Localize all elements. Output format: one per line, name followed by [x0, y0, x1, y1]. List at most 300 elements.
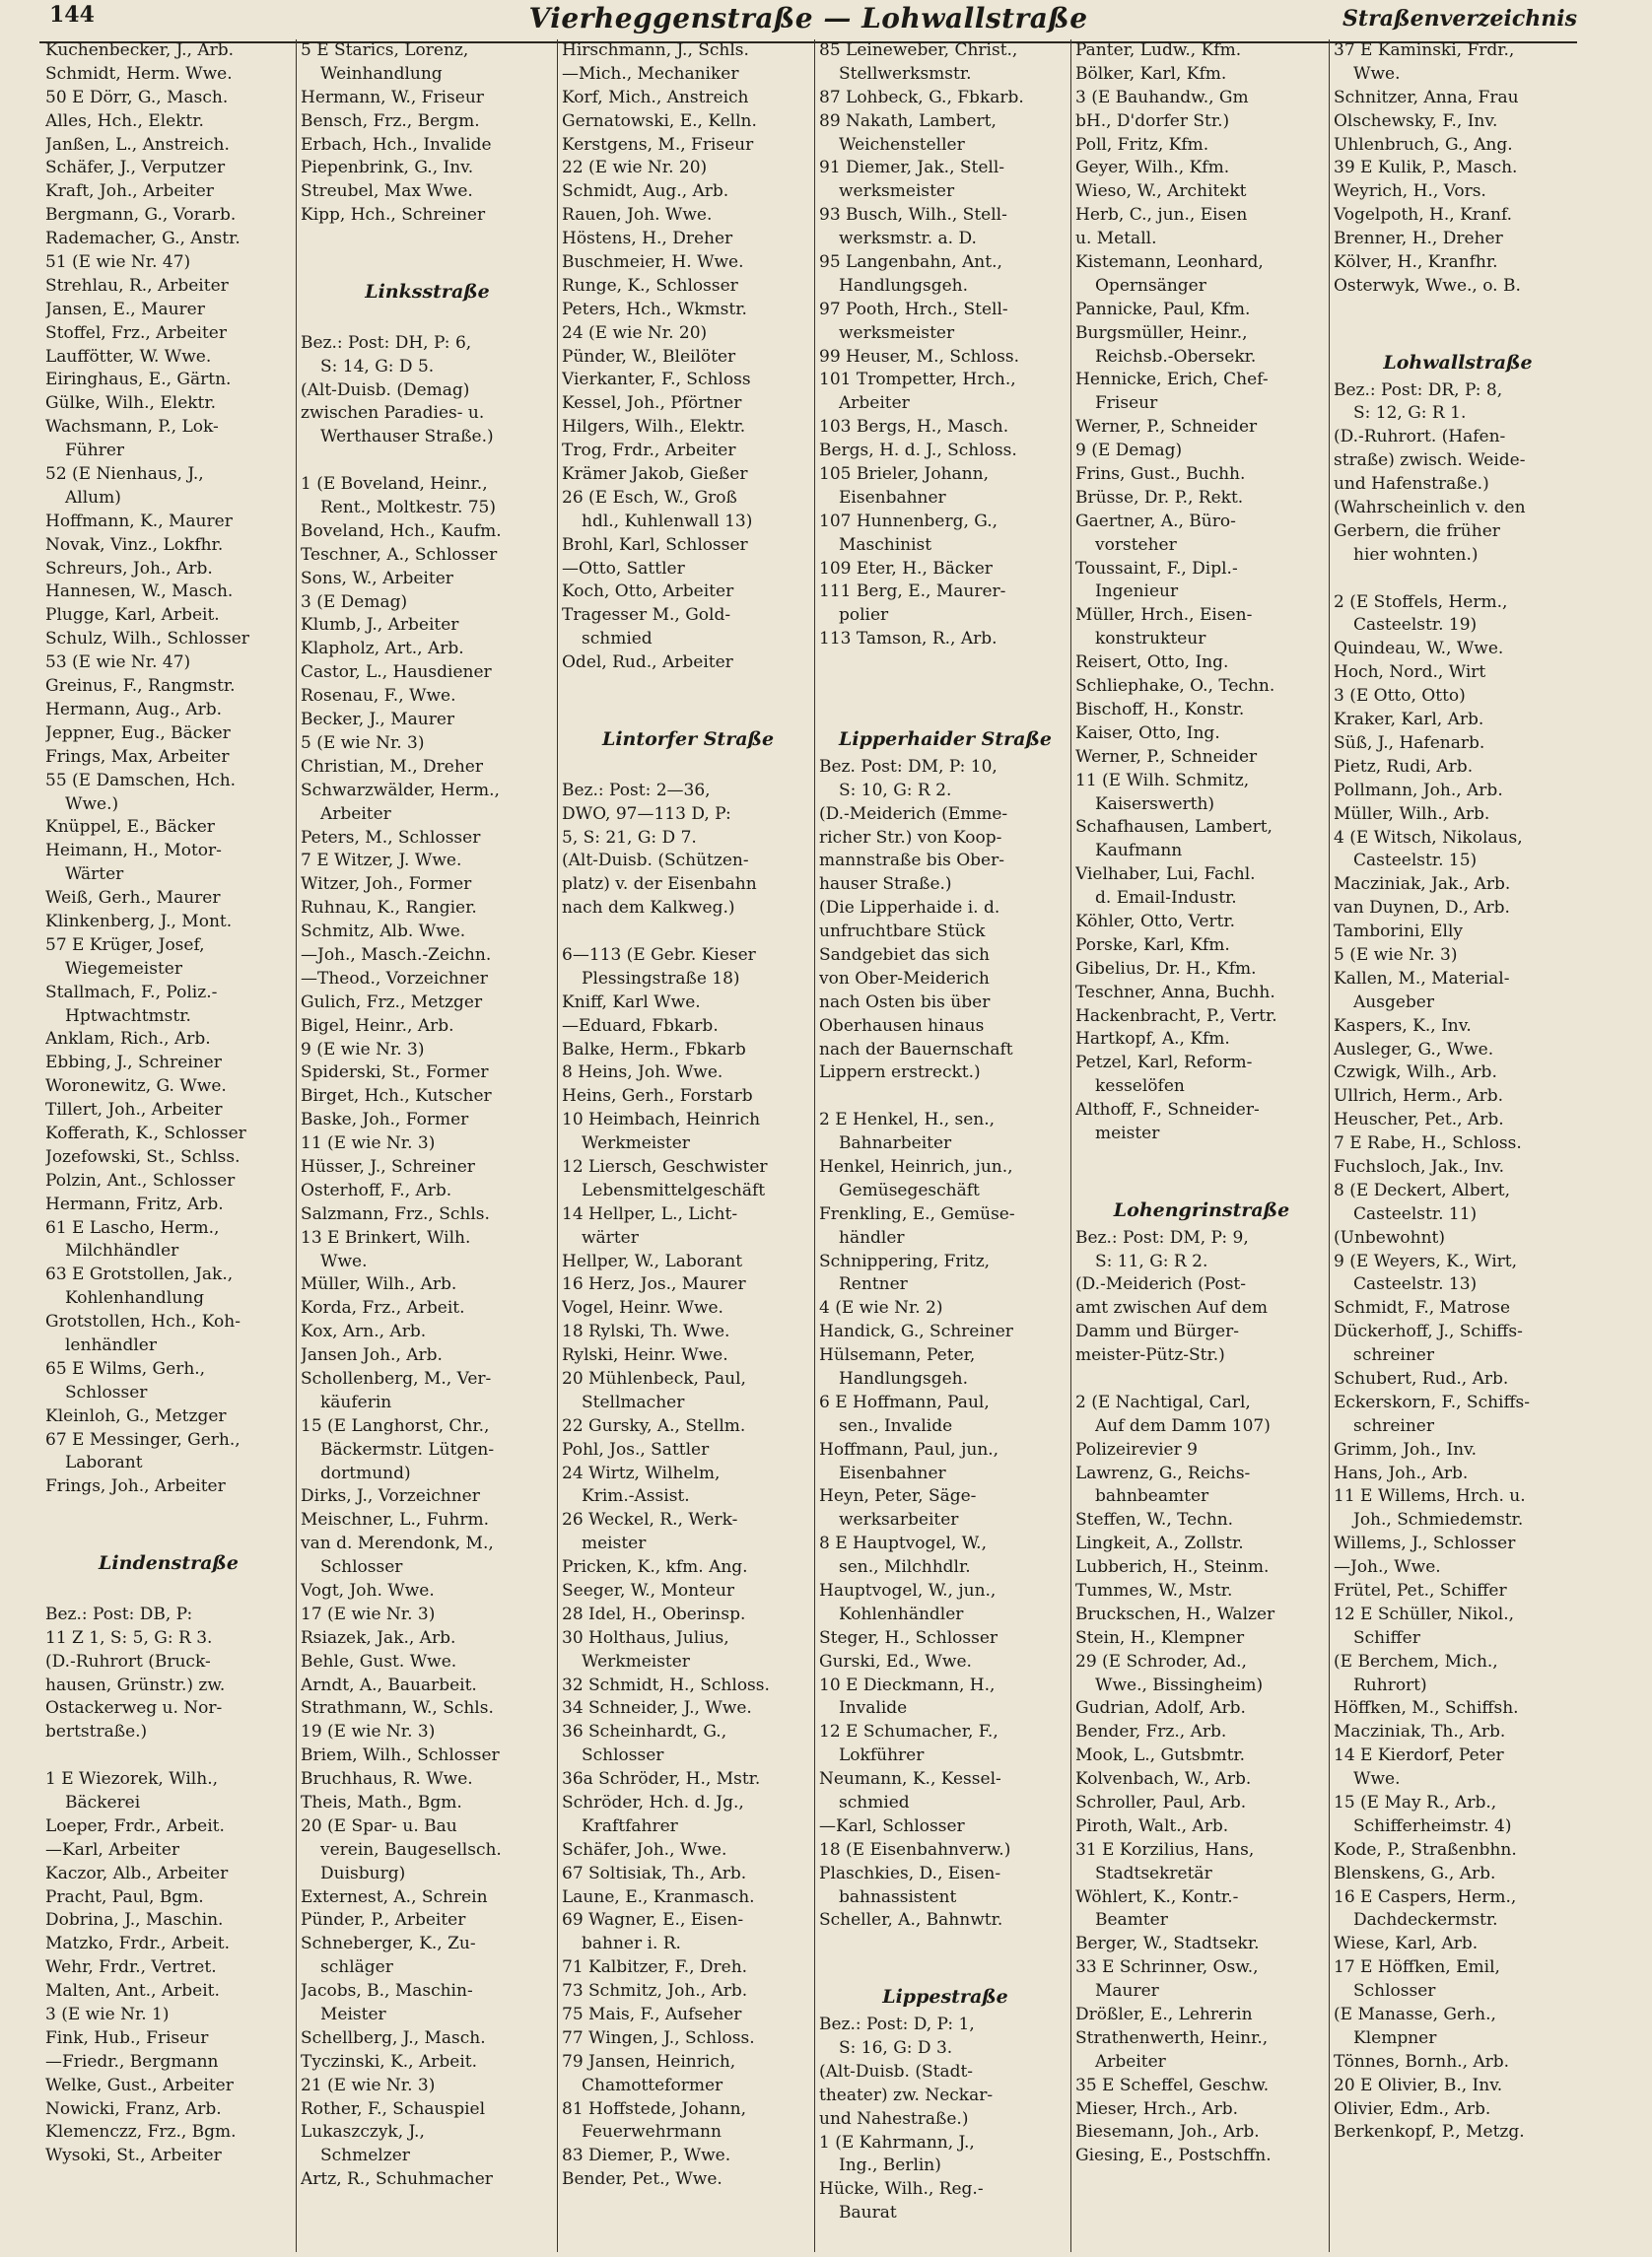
entry-continuation: konstrukteur [1095, 629, 1206, 650]
directory-entry: Olivier, Edm., Arb. [1334, 2098, 1491, 2119]
entry-continuation: werksmstr. a. D. [839, 229, 977, 249]
directory-entry: Strehlau, R., Arbeiter [45, 275, 229, 296]
entry-continuation: Lokführer [839, 1745, 925, 1766]
entry-continuation: Casteelstr. 15) [1353, 851, 1478, 871]
directory-entry: Strathmann, W., Schls. [301, 1698, 494, 1719]
directory-entry: Gernatowski, E., Kelln. [562, 110, 757, 131]
directory-entry: Fink, Hub., Friseur [45, 2027, 209, 2048]
directory-entry: 7 E Rabe, H., Schloss. [1334, 1133, 1522, 1154]
directory-entry: Willems, J., Schlosser [1334, 1534, 1516, 1554]
directory-entry: Tyczinski, K., Arbeit. [301, 2051, 478, 2072]
directory-entry: 14 Hellper, L., Licht- [562, 1203, 738, 1224]
entry-continuation: Weichensteller [839, 134, 965, 155]
directory-entry: Gibelius, Dr. H., Kfm. [1075, 958, 1257, 979]
directory-entry: Gudrian, Adolf, Arb. [1075, 1698, 1246, 1719]
entry-continuation: Bahnarbeiter [839, 1133, 952, 1154]
entry-continuation: Handlungsgeh. [839, 275, 969, 296]
directory-entry: Knüppel, E., Bäcker [45, 817, 215, 838]
directory-entry: Althoff, F., Schneider- [1075, 1100, 1260, 1121]
entry-continuation: Arbeiter [1095, 2051, 1166, 2072]
directory-entry: 67 Soltisiak, Th., Arb. [562, 1863, 747, 1883]
entry-continuation: Handlungsgeh. [839, 1368, 969, 1389]
directory-entry: 16 E Caspers, Herm., [1334, 1886, 1517, 1907]
directory-entry: Bez.: Post: DM, P: 9, [1075, 1227, 1249, 1248]
directory-entry: 17 E Höffken, Emil, [1334, 1957, 1500, 1978]
directory-entry: van Duynen, D., Arb. [1334, 898, 1510, 919]
directory-entry: 107 Hunnenberg, G., [819, 511, 998, 531]
directory-entry: 57 E Krüger, Josef, [45, 934, 205, 955]
directory-entry: 1 E Wiezorek, Wilh., [45, 1769, 218, 1790]
entry-continuation: Wwe. [320, 1251, 368, 1271]
directory-entry: —Karl, Schlosser [819, 1815, 965, 1836]
directory-entry: —Otto, Sattler [562, 558, 685, 579]
blank-line [301, 308, 554, 332]
entry-continuation: kesselöfen [1095, 1076, 1185, 1097]
directory-entry: Klapholz, Art., Arb. [301, 639, 464, 659]
directory-entry: Berger, W., Stadtsekr. [1075, 1934, 1260, 1954]
directory-entry: Birget, Hch., Kutscher [301, 1086, 492, 1107]
directory-entry: Peters, M., Schlosser [301, 827, 481, 848]
directory-entry: Toussaint, F., Dipl.- [1075, 558, 1238, 579]
directory-entry: Polzin, Ant., Schlosser [45, 1170, 236, 1191]
entry-continuation: werksmeister [839, 322, 955, 343]
directory-entry: Gulich, Frz., Metzger [301, 992, 483, 1012]
directory-entry: 91 Diemer, Jak., Stell- [819, 158, 1005, 178]
directory-entry: Kallen, M., Material- [1334, 968, 1510, 989]
entry-continuation: S: 12, G: R 1. [1353, 403, 1467, 424]
directory-entry: 111 Berg, E., Maurer- [819, 581, 1006, 602]
entry-continuation: Stadtsekretär [1095, 1863, 1212, 1883]
entry-continuation: Beamter [1095, 1910, 1168, 1931]
directory-entry: Erbach, Hch., Invalide [301, 134, 492, 155]
directory-entry: nach Osten bis über [819, 992, 991, 1012]
directory-entry: (D.-Meiderich (Emme- [819, 803, 1008, 824]
directory-entry: Gerbern, die früher [1334, 520, 1500, 541]
entry-continuation: Klempner [1353, 2027, 1437, 2048]
directory-entry: van d. Merendonk, M., [301, 1534, 494, 1554]
directory-entry: Pietz, Rudi, Arb. [1334, 756, 1474, 777]
directory-entry: 28 Idel, H., Oberinsp. [562, 1604, 746, 1624]
directory-entry: Artz, R., Schuhmacher [301, 2169, 493, 2190]
directory-entry: 5 E Starics, Lorenz, [301, 40, 469, 60]
entry-continuation: Allum) [65, 487, 121, 508]
entry-continuation: Krim.-Assist. [582, 1486, 690, 1507]
directory-entry: Heyn, Peter, Säge- [819, 1486, 977, 1507]
directory-entry: 81 Hoffstede, Johann, [562, 2098, 746, 2119]
entry-continuation: Casteelstr. 11) [1353, 1203, 1478, 1224]
directory-entry: 95 Langenbahn, Ant., [819, 252, 1002, 273]
directory-entry: Loeper, Frdr., Arbeit. [45, 1815, 225, 1836]
directory-entry: Kraker, Karl, Arb. [1334, 710, 1484, 730]
directory-entry: Jozefowski, St., Schlss. [45, 1146, 241, 1167]
entry-continuation: schmied [582, 629, 653, 650]
directory-entry: 89 Nakath, Lambert, [819, 110, 997, 131]
directory-entry: Bergs, H. d. J., Schloss. [819, 441, 1017, 461]
directory-entry: Buschmeier, H. Wwe. [562, 252, 744, 273]
directory-entry: Kox, Arn., Arb. [301, 1322, 427, 1342]
directory-entry: Lukaszczyk, J., [301, 2122, 425, 2143]
entry-continuation: dortmund) [320, 1463, 411, 1483]
directory-entry: Quindeau, W., Wwe. [1334, 639, 1504, 659]
entry-continuation: schreiner [1353, 1345, 1434, 1366]
entry-continuation: d. Email-Industr. [1095, 888, 1237, 909]
directory-entry: 83 Diemer, P., Wwe. [562, 2146, 731, 2166]
directory-entry: Hoffmann, K., Maurer [45, 511, 233, 531]
directory-entry: 37 E Kaminski, Frdr., [1334, 40, 1515, 60]
directory-entry: 52 (E Nienhaus, J., [45, 464, 204, 485]
directory-entry: Nowicki, Franz, Arb. [45, 2098, 222, 2119]
entry-continuation: Wwe.) [65, 793, 119, 814]
directory-entry: Mook, L., Gutsbmtr. [1075, 1745, 1246, 1766]
directory-entry: Frütel, Pet., Schiffer [1334, 1581, 1507, 1601]
column-2 [296, 39, 554, 2252]
directory-entry: Rauen, Joh. Wwe. [562, 205, 713, 226]
directory-entry: Schäfer, J., Verputzer [45, 158, 226, 178]
directory-entry: hauser Straße.) [819, 874, 952, 895]
directory-entry: Hartkopf, A., Kfm. [1075, 1029, 1230, 1050]
entry-continuation: vorsteher [1095, 534, 1177, 555]
directory-entry: amt zwischen Auf dem [1075, 1298, 1269, 1319]
entry-continuation: Casteelstr. 13) [1353, 1274, 1478, 1295]
directory-entry: 6 E Hoffmann, Paul, [819, 1392, 990, 1412]
directory-entry: Hülsemann, Peter, [819, 1345, 976, 1366]
column-6 [1329, 39, 1582, 2252]
directory-entry: Dückerhoff, J., Schiffs- [1334, 1322, 1523, 1342]
directory-entry: Höstens, H., Dreher [562, 229, 733, 249]
directory-entry: Schliephake, O., Techn. [1075, 676, 1275, 697]
directory-entry: Brüsse, Dr. P., Rekt. [1075, 487, 1244, 508]
directory-entry: Olschewsky, F., Inv. [1334, 110, 1498, 131]
directory-entry: Heuscher, Pet., Arb. [1334, 1110, 1504, 1130]
directory-entry: Steffen, W., Techn. [1075, 1510, 1234, 1531]
entry-continuation: Feuerwehrmann [582, 2122, 722, 2143]
directory-entry: (E Berchem, Mich., [1334, 1651, 1498, 1672]
directory-entry: 13 E Brinkert, Wilh. [301, 1227, 471, 1248]
directory-entry: Ostackerweg u. Nor- [45, 1698, 223, 1719]
directory-entry: Müller, Hrch., Eisen- [1075, 605, 1253, 626]
directory-entry: unfruchtbare Stück [819, 922, 986, 942]
entry-continuation: Kraftfahrer [582, 1815, 678, 1836]
directory-entry: Vogel, Heinr. Wwe. [562, 1298, 723, 1319]
directory-entry: Damm und Bürger- [1075, 1322, 1239, 1342]
directory-entry: Pannicke, Paul, Kfm. [1075, 299, 1251, 319]
street-heading: Lintorfer Straße [601, 727, 775, 750]
directory-entry: Ausleger, G., Wwe. [1334, 1039, 1494, 1060]
directory-entry: Bez. Post: DM, P: 10, [819, 756, 998, 777]
column-3 [557, 39, 814, 2252]
entry-continuation: bahnbeamter [1095, 1486, 1209, 1507]
entry-continuation: Maschinist [839, 534, 932, 555]
directory-entry: 2 (E Stoffels, Herm., [1334, 591, 1508, 612]
directory-entry: Korda, Frz., Arbeit. [301, 1298, 465, 1319]
directory-entry: Rsiazek, Jak., Arb. [301, 1627, 456, 1648]
directory-entry: Schubert, Rud., Arb. [1334, 1368, 1509, 1389]
directory-entry: 11 Z 1, S: 5, G: R 3. [45, 1627, 213, 1648]
directory-entry: Arndt, A., Bauarbeit. [301, 1675, 477, 1695]
directory-entry: von Ober-Meiderich [819, 968, 990, 989]
blank-line [1334, 299, 1582, 322]
directory-entry: 4 (E Witsch, Nikolaus, [1334, 827, 1523, 848]
directory-entry: Herb, C., jun., Eisen [1075, 205, 1248, 226]
directory-entry: Krämer Jakob, Gießer [562, 464, 748, 485]
entry-continuation: Chamotteformer [582, 2075, 723, 2095]
directory-entry: Süß, J., Hafenarb. [1334, 732, 1485, 753]
blank-line [819, 1933, 1071, 1956]
directory-entry: 20 (E Spar- u. Bau [301, 1815, 457, 1836]
directory-entry: (Die Lipperhaide i. d. [819, 898, 1000, 919]
directory-entry: Kaczor, Alb., Arbeiter [45, 1863, 229, 1883]
directory-entry: 71 Kalbitzer, F., Dreh. [562, 1957, 748, 1978]
directory-entry: Kofferath, K., Schlosser [45, 1123, 246, 1143]
entry-continuation: hier wohnten.) [1353, 544, 1479, 565]
directory-entry: Handick, G., Schreiner [819, 1322, 1013, 1342]
directory-entry: mannstraße bis Ober- [819, 851, 1004, 871]
directory-entry: Panter, Ludw., Kfm. [1075, 40, 1242, 60]
directory-entry: Ebbing, J., Schreiner [45, 1053, 222, 1073]
directory-entry: Hannesen, W., Masch. [45, 581, 234, 602]
directory-entry: 12 E Schumacher, F., [819, 1722, 998, 1743]
directory-entry: Greinus, F., Rangmstr. [45, 676, 236, 697]
entry-continuation: Rent., Moltkestr. 75) [320, 498, 497, 518]
directory-entry: Salzmann, Frz., Schls. [301, 1203, 490, 1224]
directory-entry: Schulz, Wilh., Schlosser [45, 629, 249, 650]
directory-entry: Bruchhaus, R. Wwe. [301, 1769, 473, 1790]
entry-continuation: schmied [839, 1793, 910, 1813]
directory-entry: 103 Bergs, H., Masch. [819, 417, 1009, 438]
entry-continuation: händler [839, 1227, 905, 1248]
directory-entry: 5, S: 21, G: D 7. [562, 827, 697, 848]
entry-continuation: meister [1095, 1123, 1160, 1143]
entry-continuation: wärter [582, 1227, 639, 1248]
directory-entry: Schwarzwälder, Herm., [301, 780, 500, 800]
directory-entry: Pünder, P., Arbeiter [301, 1910, 466, 1931]
blank-line [562, 699, 814, 722]
directory-entry: Klinkenberg, J., Mont. [45, 911, 233, 931]
entry-continuation: Ausgeber [1353, 992, 1434, 1012]
blank-line [45, 1499, 292, 1523]
directory-entry: 9 (E Demag) [1075, 441, 1183, 461]
directory-entry: Peters, Hch., Wkmstr. [562, 299, 747, 319]
entry-continuation: Werthauser Straße.) [320, 427, 494, 447]
entry-continuation: verein, Baugesellsch. [320, 1839, 502, 1860]
directory-entry: 55 (E Damschen, Hch. [45, 770, 237, 790]
directory-entry: Schafhausen, Lambert, [1075, 817, 1273, 838]
directory-entry: Weyrich, H., Vors. [1334, 181, 1486, 202]
directory-entry: 3 (E Bauhandw., Gm [1075, 87, 1249, 107]
directory-entry: Schroller, Paul, Arb. [1075, 1793, 1247, 1813]
blank-line [1334, 322, 1582, 346]
directory-entry: und Nahestraße.) [819, 2108, 969, 2129]
directory-entry: 26 (E Esch, W., Groß [562, 487, 737, 508]
blank-line [45, 1744, 292, 1768]
directory-entry: platz) v. der Eisenbahn [562, 874, 757, 895]
directory-entry: 65 E Wilms, Gerh., [45, 1358, 206, 1379]
directory-entry: Reisert, Otto, Ing. [1075, 652, 1229, 673]
directory-entry: 87 Lohbeck, G., Fbkarb. [819, 87, 1024, 107]
directory-entry: Rosenau, F., Wwe. [301, 686, 456, 707]
directory-entry: 11 E Willems, Hrch. u. [1334, 1486, 1526, 1507]
directory-entry: Dobrina, J., Maschin. [45, 1910, 224, 1931]
directory-entry: 3 (E wie Nr. 1) [45, 2005, 170, 2025]
entry-continuation: Plessingstraße 18) [582, 968, 740, 989]
entry-continuation: Weinhandlung [320, 63, 443, 84]
entry-continuation: Casteelstr. 19) [1353, 615, 1478, 636]
directory-entry: 85 Leineweber, Christ., [819, 40, 1018, 60]
entry-continuation: S: 11, G: R 2. [1095, 1251, 1208, 1271]
directory-entry: 24 Wirtz, Wilhelm, [562, 1463, 721, 1483]
directory-entry: 35 E Scheffel, Geschw. [1075, 2075, 1270, 2095]
page-header [39, 0, 1577, 43]
directory-entry: Wieso, W., Architekt [1075, 181, 1247, 202]
blank-line [819, 651, 1071, 675]
directory-entry: 97 Pooth, Hrch., Stell- [819, 299, 1008, 319]
directory-entry: Gülke, Wilh., Elektr. [45, 393, 217, 414]
directory-entry: Bölker, Karl, Kfm. [1075, 63, 1227, 84]
directory-entry: Frenkling, E., Gemüse- [819, 1203, 1015, 1224]
directory-entry: Geyer, Wilh., Kfm. [1075, 158, 1230, 178]
directory-entry: Pricken, K., kfm. Ang. [562, 1557, 748, 1578]
entry-continuation: Ruhrort) [1353, 1675, 1427, 1695]
entry-continuation: Rentner [839, 1274, 908, 1295]
street-heading: Lippestraße [882, 1986, 1008, 2009]
blank-line [301, 251, 554, 275]
directory-entry: 105 Brieler, Johann, [819, 464, 989, 485]
entry-continuation: S: 16, G: D 3. [839, 2038, 953, 2059]
blank-line [1075, 1146, 1328, 1170]
directory-entry: bertstraße.) [45, 1722, 148, 1743]
directory-entry: Oberhausen hinaus [819, 1015, 985, 1036]
directory-entry: Porske, Karl, Kfm. [1075, 934, 1230, 955]
entry-continuation: Ingenieur [1095, 581, 1179, 602]
directory-entry: 9 (E Weyers, K., Wirt, [1334, 1251, 1518, 1271]
directory-entry: Seeger, W., Monteur [562, 1581, 735, 1601]
blank-line [562, 756, 814, 780]
directory-entry: 77 Wingen, J., Schloss. [562, 2027, 755, 2048]
directory-entry: Drößler, E., Lehrerin [1075, 2005, 1253, 2025]
directory-entry: 34 Schneider, J., Wwe. [562, 1698, 752, 1719]
blank-line [562, 675, 814, 699]
directory-entry: straße) zwisch. Weide- [1334, 450, 1526, 471]
entry-continuation: meister [582, 1534, 647, 1554]
entry-continuation: Werkmeister [582, 1133, 690, 1154]
directory-entry: Piepenbrink, G., Inv. [301, 158, 474, 178]
entry-continuation: Maurer [1095, 1981, 1159, 2002]
blank-line [819, 675, 1071, 699]
directory-entry: Wöhlert, K., Kontr.- [1075, 1886, 1239, 1907]
directory-entry: Tragesser M., Gold- [562, 605, 731, 626]
directory-entry: Strathenwerth, Heinr., [1075, 2027, 1269, 2048]
entry-continuation: Friseur [1095, 393, 1158, 414]
directory-entry: 17 (E wie Nr. 3) [301, 1604, 436, 1624]
entry-continuation: Arbeiter [839, 393, 910, 414]
directory-entry: —Mich., Mechaniker [562, 63, 739, 84]
directory-entry: Bez.: Post: DR, P: 8, [1334, 379, 1503, 400]
directory-entry: Hoch, Nord., Wirt [1334, 662, 1486, 683]
directory-entry: Bez.: Post: DH, P: 6, [301, 332, 472, 353]
directory-entry: Janßen, L., Anstreich. [45, 134, 230, 155]
street-heading: Linksstraße [365, 280, 490, 303]
entry-continuation: werksmeister [839, 181, 955, 202]
directory-entry: u. Metall. [1075, 229, 1157, 249]
entry-continuation: Lebensmittelgeschäft [582, 1180, 766, 1200]
entry-continuation: Bäckermstr. Lütgen- [320, 1439, 495, 1460]
directory-entry: Meischner, L., Fuhrm. [301, 1510, 490, 1531]
directory-entry: 8 E Hauptvogel, W., [819, 1534, 987, 1554]
directory-entry: Pünder, W., Bleilöter [562, 346, 736, 367]
directory-entry: Korf, Mich., Anstreich [562, 87, 749, 107]
directory-entry: Malten, Ant., Arbeit. [45, 1981, 220, 2002]
section-title: Straßenverzeichnis [1342, 6, 1577, 32]
directory-entry: Sandgebiet das sich [819, 944, 990, 965]
directory-entry: 36a Schröder, H., Mstr. [562, 1769, 761, 1790]
directory-entry: theater) zw. Neckar- [819, 2085, 994, 2105]
directory-entry: Externest, A., Schrein [301, 1886, 488, 1907]
directory-entry: Bruckschen, H., Walzer [1075, 1604, 1275, 1624]
page-title: Vierheggenstraße — Lohwallstraße [528, 2, 1088, 34]
directory-entry: Witzer, Joh., Former [301, 874, 472, 895]
directory-entry: Laune, E., Kranmasch. [562, 1886, 755, 1907]
directory-entry: 109 Eter, H., Bäcker [819, 558, 993, 579]
directory-entry: Eiringhaus, E., Gärtn. [45, 370, 232, 390]
entry-continuation: Laborant [65, 1453, 143, 1473]
blank-line [819, 1085, 1071, 1109]
directory-entry: Pracht, Paul, Bgm. [45, 1886, 204, 1907]
directory-entry: —Karl, Arbeiter [45, 1839, 180, 1860]
directory-entry: Frings, Joh., Arbeiter [45, 1476, 226, 1497]
directory-entry: Rother, F., Schauspiel [301, 2098, 486, 2119]
entry-continuation: Wiegemeister [65, 958, 182, 979]
directory-entry: Bender, Pet., Wwe. [562, 2169, 723, 2190]
directory-entry: nach dem Kalkweg.) [562, 898, 735, 919]
directory-entry: 12 Liersch, Geschwister [562, 1156, 768, 1177]
directory-entry: Kraft, Joh., Arbeiter [45, 181, 214, 202]
directory-entry: Schmitz, Alb. Wwe. [301, 922, 466, 942]
directory-entry: 26 Weckel, R., Werk- [562, 1510, 738, 1531]
directory-entry: Biesemann, Joh., Arb. [1075, 2122, 1260, 2143]
directory-entry: Wysoki, St., Arbeiter [45, 2146, 222, 2166]
directory-entry: Ruhnau, K., Rangier. [301, 898, 477, 919]
directory-entry: Kistemann, Leonhard, [1075, 252, 1264, 273]
directory-entry: bH., D'dorfer Str.) [1075, 110, 1230, 131]
directory-entry: Schnippering, Fritz, [819, 1251, 991, 1271]
directory-entry: 14 E Kierdorf, Peter [1334, 1745, 1504, 1766]
directory-entry: Stoffel, Frz., Arbeiter [45, 322, 227, 343]
directory-entry: (Unbewohnt) [1334, 1227, 1445, 1248]
directory-entry: meister-Pütz-Str.) [1075, 1345, 1225, 1366]
directory-entry: Hauptvogel, W., jun., [819, 1581, 997, 1601]
directory-entry: 8 Heins, Joh. Wwe. [562, 1062, 723, 1083]
entry-continuation: Bäckerei [65, 1793, 141, 1813]
blank-line [562, 921, 814, 944]
blank-line [301, 228, 554, 251]
directory-entry: Schmidt, F., Matrose [1334, 1298, 1511, 1319]
directory-entry: 11 (E wie Nr. 3) [301, 1133, 436, 1154]
entry-continuation: Kohlenhandlung [65, 1288, 205, 1309]
entry-continuation: bahnassistent [839, 1886, 957, 1907]
entry-continuation: polier [839, 605, 889, 626]
entry-continuation: Ing., Berlin) [839, 2155, 941, 2176]
directory-entry: Wiese, Karl, Arb. [1334, 1934, 1479, 1954]
directory-entry: (Wahrscheinlich v. den [1334, 498, 1526, 518]
directory-entry: 3 (E Demag) [301, 591, 408, 612]
directory-entry: 2 E Henkel, H., sen., [819, 1110, 996, 1130]
blank-line [45, 1523, 292, 1546]
directory-entry: Frings, Max, Arbeiter [45, 746, 230, 767]
directory-entry: Bez.: Post: 2—36, [562, 780, 711, 800]
entry-continuation: Stellwerksmstr. [839, 63, 972, 84]
directory-entry: Osterhoff, F., Arb. [301, 1180, 452, 1200]
directory-entry: 20 Mühlenbeck, Paul, [562, 1368, 746, 1389]
